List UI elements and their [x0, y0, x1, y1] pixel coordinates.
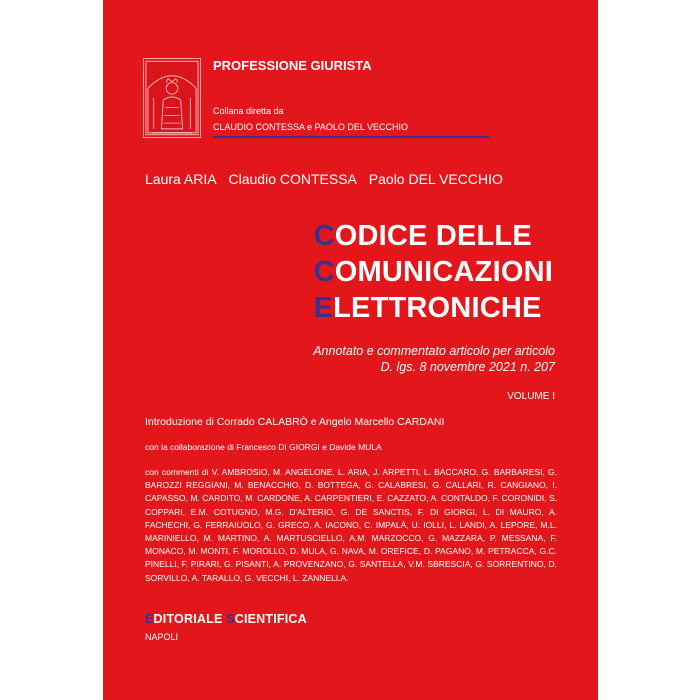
introduction-line: Introduzione di Corrado CALABRÒ e Angelo Marcello CARDANI	[145, 416, 445, 428]
title-text: LETTRONICHE	[333, 292, 542, 324]
saint-figure-emblem-icon	[143, 58, 201, 138]
author-name: Laura ARIA	[145, 171, 217, 187]
volume-label: VOLUME I	[507, 391, 555, 402]
title-initial: C	[313, 220, 335, 252]
publisher-initial: S	[226, 612, 235, 626]
book-title	[314, 218, 553, 326]
collaboration-line: con la collaborazione di Francesco DI GIORGI e Davide MULA	[145, 442, 382, 452]
publisher-text: DITORIALE	[153, 612, 223, 626]
publisher-text: CIENTIFICA	[234, 612, 307, 626]
book-subtitle	[313, 343, 555, 375]
publisher-initial: E	[145, 612, 154, 626]
title-text: OMUNICAZIONI	[334, 256, 553, 288]
subtitle-line-2: D. lgs. 8 novembre 2021 n. 207	[380, 360, 555, 374]
series-title: PROFESSIONE GIURISTA	[213, 58, 372, 73]
title-line-1	[314, 218, 553, 254]
collana-label: Collana diretta da	[213, 106, 284, 116]
series-rule	[213, 136, 489, 138]
title-line-2	[314, 254, 553, 290]
title-line-3	[314, 290, 553, 326]
publisher-city: NAPOLI	[145, 632, 179, 642]
series-directors: CLAUDIO CONTESSA e PAOLO DEL VECCHIO	[213, 122, 409, 132]
contributors-list: con commenti di V. AMBROSIO, M. ANGELONE, L. ARIA, J. ARPETTI, L. BACCARO, G. BARBARESI, G. BAROZZI REGGIANI, M. BENACCHIO, D. BOTTEGA, G. CALABRESI, G. CALLARI, R. CANGIANO, I. CAPASSO, M. CARDITO, M. CARDONE, A. CARPENTIERI, E. CAZZATO, A. CONTALDO, F. CORONIDI, S. COPPARI, E.M. COTUGNO, M.G. D'ALTERIO, G. DE SANCTIS, F. DI GIORGI, L. DI MAURO, A. FACHECHI, G. FERRAIUOLO, G. GRECO, A. IACONO, C. IMPALÀ, U. IOLLI, L. LANDI, A. LEPORE, M.L. MARINIELLO, M. MARTINO, A. MARTUSCIELLO, A.M. MARZOCCO, G. MAZZARA, P. MESSANA, F. MONACO, M. MONTI, F. MOROLLO, D. MULA, G. NAVA, M. OREFICE, D. PAGANO, M. PETRACCA, G.C. PINELLI, F. PIRARI, G. PISANTI, A. PROVENZANO, G. SANTELLA, V.M. SBRESCIA, G. SORRENTINO, D. SORVILLO, A. TARALLO, G. VECCHI, L. ZANNELLA.	[145, 467, 557, 583]
title-initial: E	[313, 292, 334, 324]
publisher-name	[145, 612, 307, 626]
book-cover	[103, 0, 598, 700]
authors-line	[145, 171, 511, 187]
subtitle-line-1: Annotato e commentato articolo per articolo	[313, 344, 555, 358]
title-text: ODICE DELLE	[334, 220, 532, 252]
title-initial: C	[313, 256, 335, 288]
author-name: Paolo DEL VECCHIO	[368, 171, 503, 187]
author-name: Claudio CONTESSA	[228, 171, 357, 187]
